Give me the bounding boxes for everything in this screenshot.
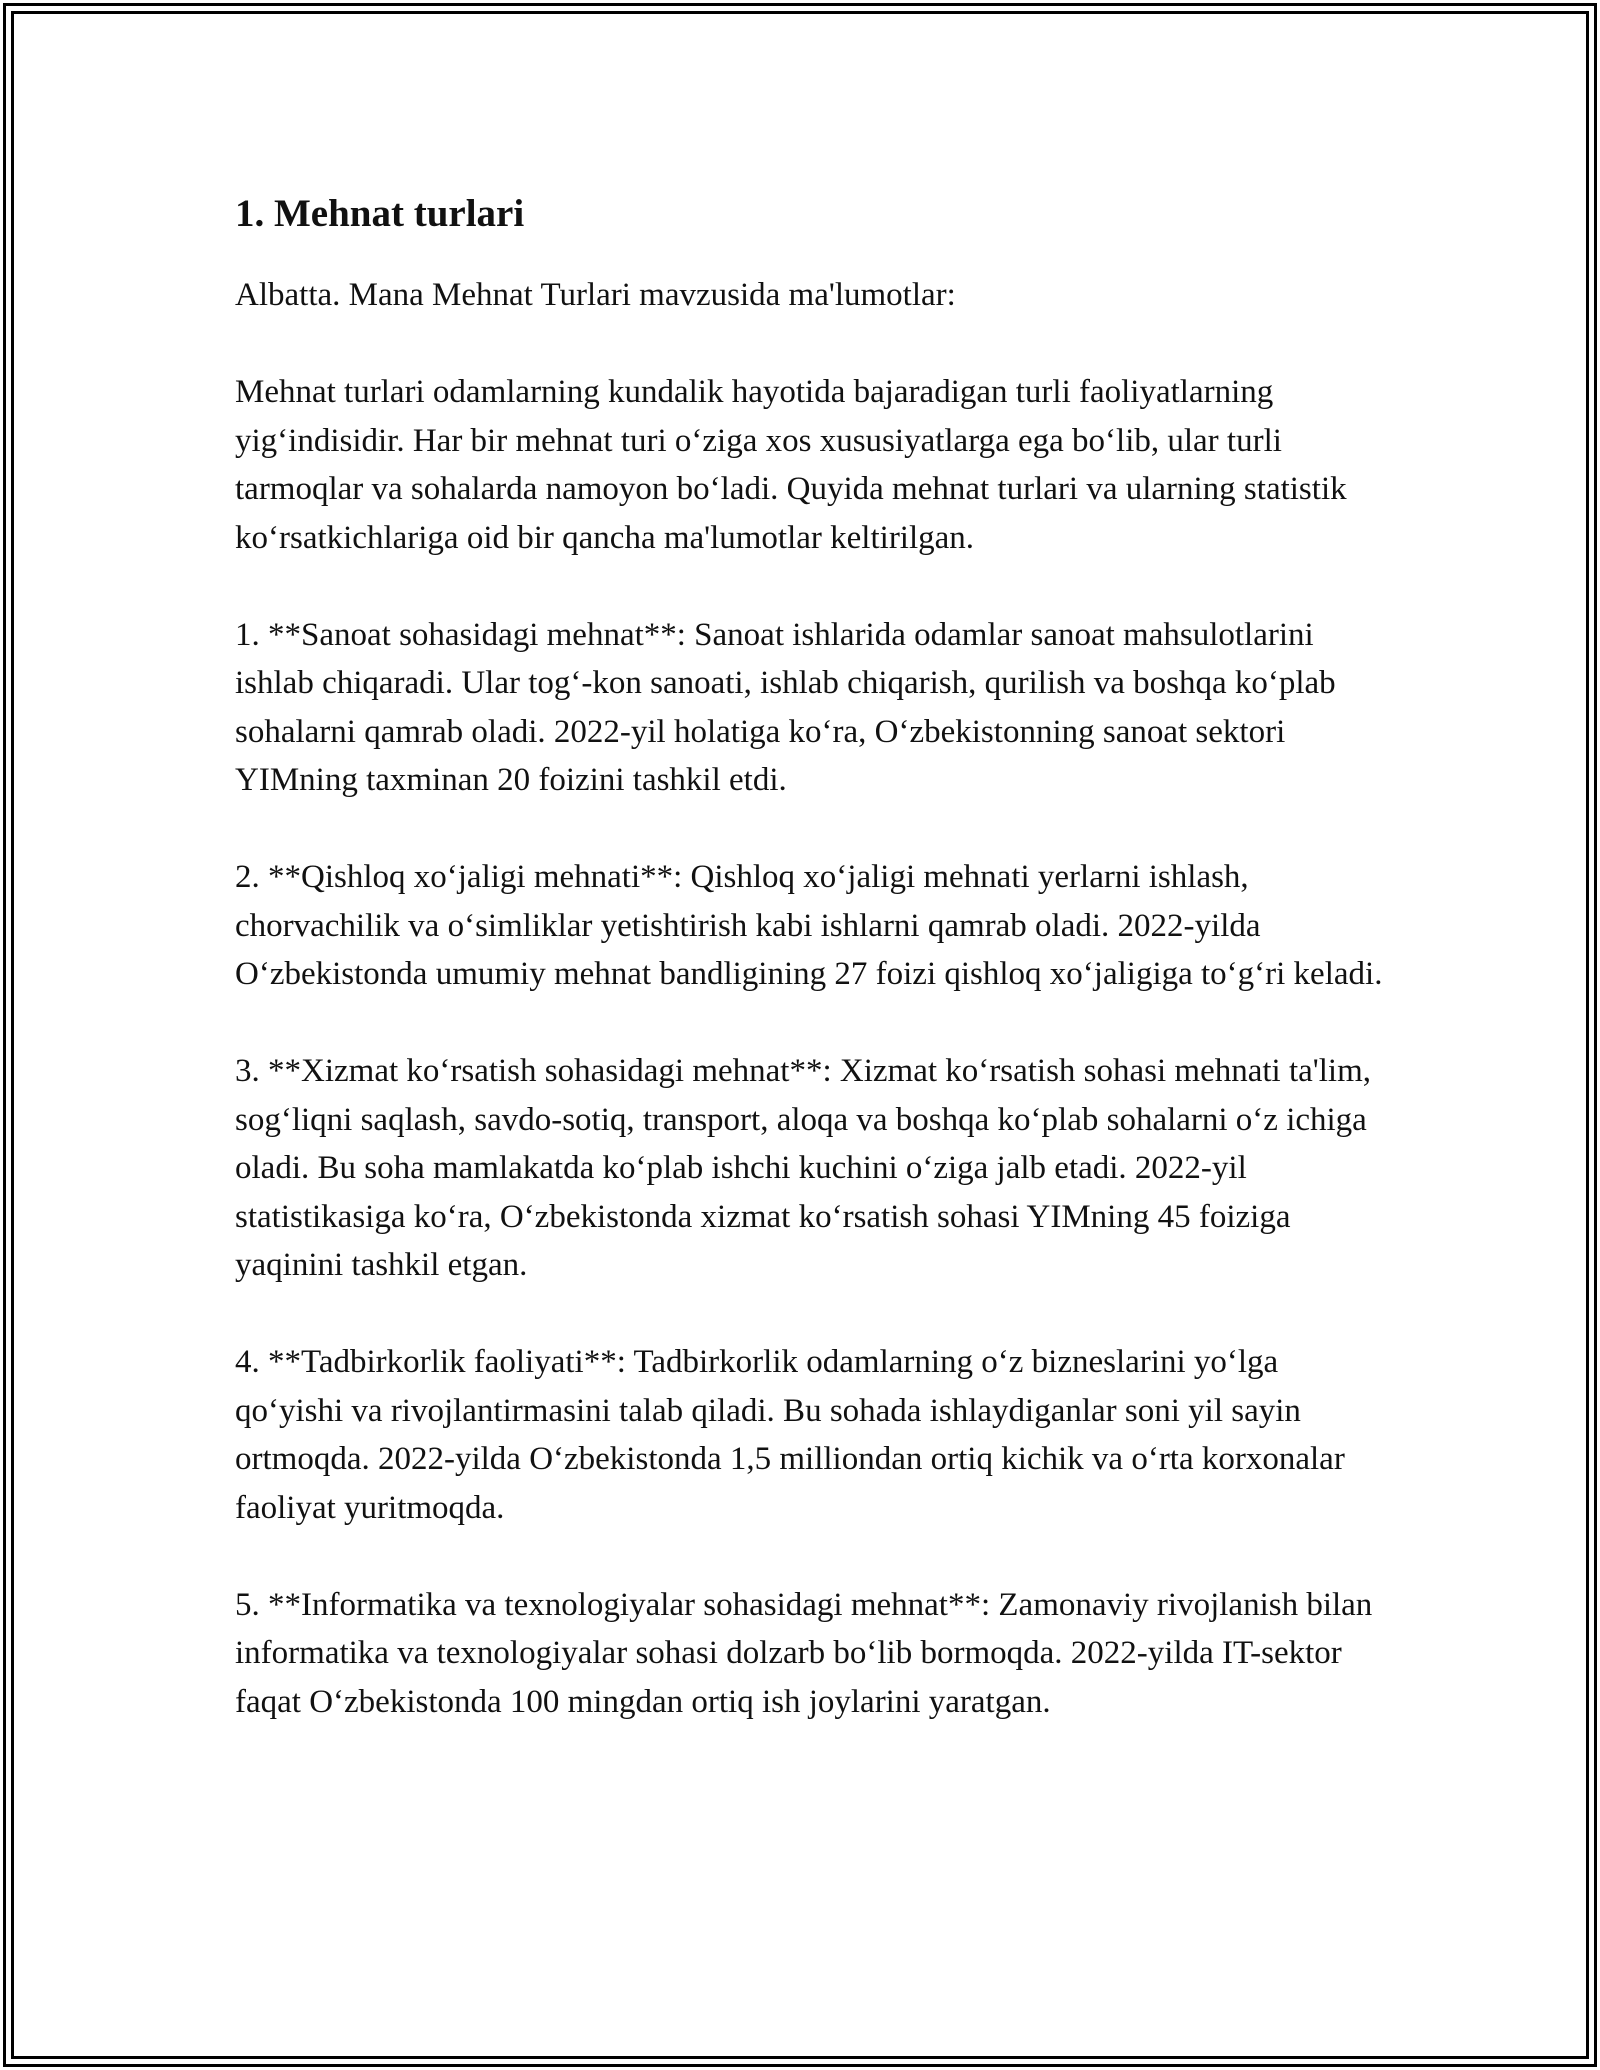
overview-paragraph: Mehnat turlari odamlarning kundalik hayotida bajaradigan turli faoliyatlarning yig‘indisidir. Har bir mehnat turi o‘ziga xos xususiyatlarga ega bo‘lib, ular turli tarmoqlar va sohalarda namoyon bo‘ladi. Quyida mehnat turlari va ularning statistik ko‘rsatkichlariga oid bir qancha ma'lumotlar keltirilgan. bbox=[235, 374, 1347, 556]
document-title: 1. Mehnat turlari bbox=[235, 192, 525, 235]
document-body bbox=[235, 184, 1385, 1775]
item-industry-paragraph: 1. **Sanoat sohasidagi mehnat**: Sanoat ishlarida odamlar sanoat mahsulotlarini ishlab chiqaradi. Ular tog‘-kon sanoati, ishlab chiqarish, qurilish va boshqa ko‘plab sohalarni qamrab oladi. 2022-yil holatiga ko‘ra, O‘zbekistonning sanoat sektori YIMning taxminan 20 foizini tashkil etdi. bbox=[235, 616, 1336, 798]
item-services-paragraph: 3. **Xizmat ko‘rsatish sohasidagi mehnat**: Xizmat ko‘rsatish sohasi mehnati ta'lim, sog‘liqni saqlash, savdo-sotiq, transport, aloqa va boshqa ko‘plab sohalarni o‘z ichiga oladi. Bu soha mamlakatda ko‘plab ishchi kuchini o‘ziga jalb etadi. 2022-yil statistikasiga ko‘ra, O‘zbekistonda xizmat ko‘rsatish sohasi YIMning 45 foiziga yaqinini tashkil etgan. bbox=[235, 1053, 1371, 1283]
item-agriculture-paragraph: 2. **Qishloq xo‘jaligi mehnati**: Qishloq xo‘jaligi mehnati yerlarni ishlash, chorvachilik va o‘simliklar yetishtirish kabi ishlarni qamrab oladi. 2022-yilda O‘zbekistonda umumiy mehnat bandligining 27 foizi qishloq xo‘jaligiga to‘g‘ri keladi. bbox=[235, 859, 1383, 992]
item-it-paragraph: 5. **Informatika va texnologiyalar sohasidagi mehnat**: Zamonaviy rivojlanish bilan informatika va texnologiyalar sohasi dolzarb bo‘lib bormoqda. 2022-yilda IT-sektor faqat O‘zbekistonda 100 mingdan ortiq ish joylarini yaratgan. bbox=[235, 1586, 1373, 1720]
item-entrepreneurship-paragraph: 4. **Tadbirkorlik faoliyati**: Tadbirkorlik odamlarning o‘z bizneslarini yo‘lga qo‘yishi va rivojlantirmasini talab qiladi. Bu sohada ishlaydiganlar soni yil sayin ortmoqda. 2022-yilda O‘zbekistonda 1,5 milliondan ortiq kichik va o‘rta korxonalar faoliyat yuritmoqda. bbox=[235, 1344, 1345, 1526]
intro-paragraph: Albatta. Mana Mehnat Turlari mavzusida ma'lumotlar: bbox=[235, 277, 956, 313]
